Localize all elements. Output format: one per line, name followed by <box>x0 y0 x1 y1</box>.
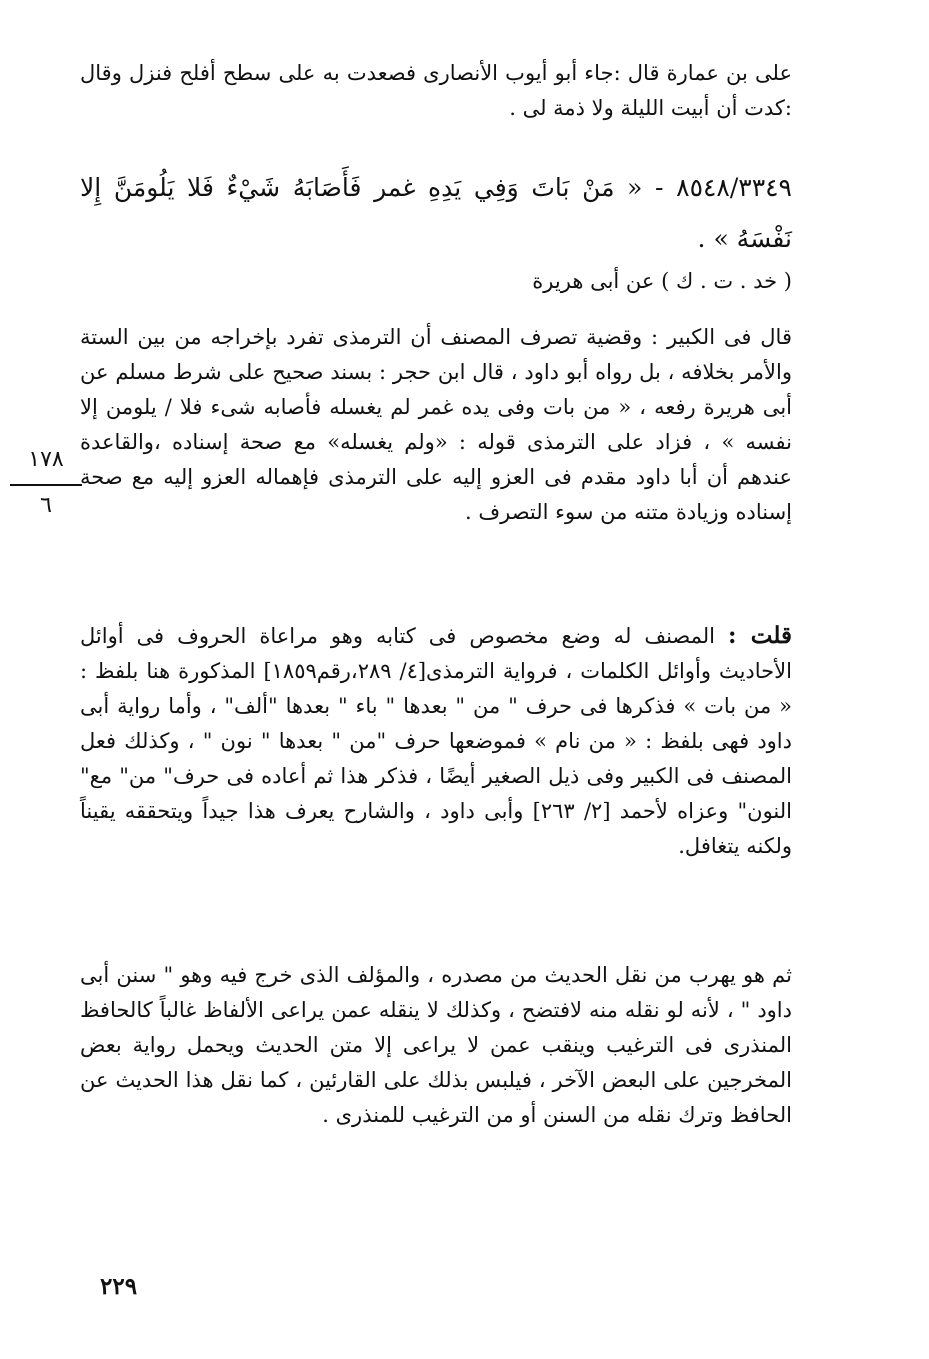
hadith-source-line: ( خد . ت . ك ) عن أبى هريرة <box>532 269 792 293</box>
hadith-text: ٨٥٤٨/٣٣٤٩ - « مَنْ بَاتَ وَفِي يَدِهِ غمر فَأَصَابَهُ شَيْءٌ فَلا يَلُومَنَّ إِلا نَفْسَهُ » . <box>80 173 792 253</box>
closing-paragraph: ثم هو يهرب من نقل الحديث من مصدره ، والمؤلف الذى خرج فيه وهو " سنن أبى داود " ، لأنه لو نقله منه لافتضح ، وكذلك لا ينقله عمن يراعى الألفاظ غالباً كالحافظ المنذرى فى الترغيب وينقب عمن لا يراعى إلا متن الحديث ويحمل رواية بعض المخرجين على البعض الآخر ، فيلبس بذلك على القارئين ، كما نقل هذا الحديث عن الحافظ وترك نقله من السنن أو من الترغيب للمنذرى . <box>80 963 792 1127</box>
qult-paragraph <box>80 618 792 864</box>
margin-ref-volume: ١٧٨ <box>28 447 64 472</box>
margin-ref-page: ٦ <box>40 493 52 518</box>
margin-ref-divider <box>10 484 82 486</box>
intro-paragraph: على بن عمارة قال :جاء أبو أيوب الأنصارى فصعدت به على سطح أفلح فنزل وقال :كدت أن أبيت الليلة ولا ذمة لى . <box>80 61 792 120</box>
commentary-kabir-paragraph: قال فى الكبير : وقضية تصرف المصنف أن الترمذى تفرد بإخراجه من بين الستة والأمر بخلافه ، بل رواه أبو داود ، قال ابن حجر : بسند صحيح على شرط مسلم عن أبى هريرة رفعه ، « من بات وفى يده غمر لم يغسله فأصابه شىء فلا / يلومن إلا نفسه » ، فزاد على الترمذى قوله : «ولم يغسله» مع صحة إسناده ،والقاعدة عندهم أن أبا داود مقدم فى العزو إليه على الترمذى فإهماله العزو إليه مع صحة إسناده وزيادة متنه من سوء التصرف . <box>80 325 792 524</box>
qult-label: قلت : <box>727 622 792 649</box>
margin-volume-page-reference <box>10 448 82 518</box>
qult-text: المصنف له وضع مخصوص فى كتابه وهو مراعاة الحروف فى أوائل الأحاديث وأوائل الكلمات ، فرواية الترمذى[٤/ ٢٨٩،رقم١٨٥٩] المذكورة هنا بلفظ : « من بات » فذكرها فى حرف " من " بعدها " باء " بعدها "ألف" ، وأما رواية أبى داود فهى بلفظ : « من نام » فموضعها حرف "من " بعدها " نون " ، وكذلك فعل المصنف فى الكبير وفى ذيل الصغير أيضًا ، فذكر هذا ثم أعاده فى حرف" من" مع" النون" وعزاه لأحمد [٢/ ٢٦٣] وأبى داود ، والشارح يعرف هذا جيداً ويتحققه يقيناً ولكنه يتغافل. <box>80 624 792 858</box>
page-number: ٢٢٩ <box>100 1273 138 1300</box>
